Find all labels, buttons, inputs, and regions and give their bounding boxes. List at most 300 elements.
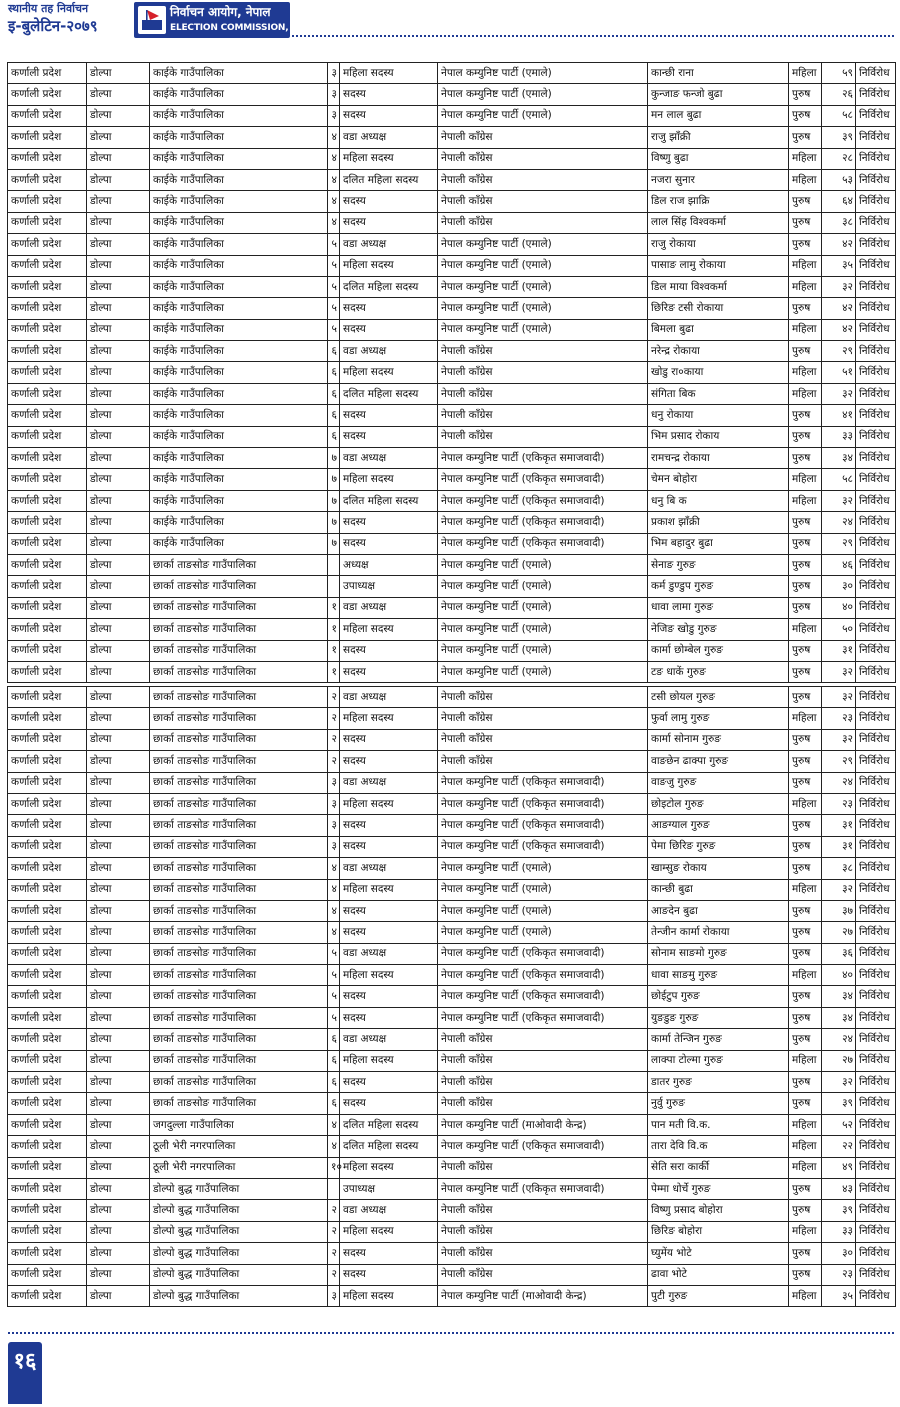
status-cell: निर्विरोध [856,84,896,105]
district-cell: डोल्पा [87,1072,150,1093]
post-cell: वडा अध्यक्ष [340,943,438,964]
candidate-name-cell: सोनाम साङमो गुरुङ [648,943,789,964]
party-cell: नेपाली काँग्रेस [438,1093,648,1114]
gender-cell: महिला [789,169,822,190]
status-cell: निर्विरोध [856,533,896,554]
province-cell: कर्णाली प्रदेश [8,341,87,362]
ward-cell: ४ [328,169,340,190]
local-level-cell: छार्का ताङसोङ गाउँपालिका [150,772,328,793]
table-row [8,1200,896,1221]
age-cell: ३२ [822,490,856,511]
gender-cell: पुरुष [789,751,822,772]
district-cell: डोल्पा [87,234,150,255]
candidate-name-cell: डिल राज झाक्रि [648,191,789,212]
ward-cell: ५ [328,986,340,1007]
status-cell: निर्विरोध [856,105,896,126]
candidate-name-cell: मन लाल बुढा [648,105,789,126]
ward-cell: ७ [328,469,340,490]
candidate-name-cell: नजरा सुनार [648,169,789,190]
status-cell: निर्विरोध [856,490,896,511]
province-cell: कर्णाली प्रदेश [8,1264,87,1285]
gender-cell: पुरुष [789,661,822,682]
district-cell: डोल्पा [87,383,150,404]
district-cell: डोल्पा [87,127,150,148]
district-cell: डोल्पा [87,1243,150,1264]
province-cell: कर्णाली प्रदेश [8,448,87,469]
table-row [8,1029,896,1050]
status-cell: निर्विरोध [856,469,896,490]
district-cell: डोल्पा [87,490,150,511]
table-row [8,858,896,879]
age-cell: ३२ [822,879,856,900]
province-cell: कर्णाली प्रदेश [8,1157,87,1178]
candidate-name-cell: चेमन बोहोरा [648,469,789,490]
table-row [8,426,896,447]
candidate-name-cell: धावा साङमु गुरुङ [648,965,789,986]
post-cell: महिला सदस्य [340,1221,438,1242]
gender-cell: पुरुष [789,512,822,533]
table-row [8,383,896,404]
age-cell: ५८ [822,469,856,490]
ward-cell: १ [328,597,340,618]
post-cell: सदस्य [340,1072,438,1093]
party-cell: नेपाली काँग्रेस [438,148,648,169]
table-row [8,341,896,362]
province-cell: कर्णाली प्रदेश [8,469,87,490]
local-level-cell: डोल्पो बुद्ध गाउँपालिका [150,1200,328,1221]
post-cell: वडा अध्यक्ष [340,127,438,148]
party-cell: नेपाली काँग्रेस [438,751,648,772]
ward-cell: ६ [328,1050,340,1071]
post-cell: सदस्य [340,1243,438,1264]
candidate-name-cell: धनु रोकाया [648,405,789,426]
party-cell: नेपाली काँग्रेस [438,1157,648,1178]
district-cell: डोल्पा [87,858,150,879]
table-row [8,533,896,554]
gender-cell: महिला [789,276,822,297]
post-cell: सदस्य [340,298,438,319]
province-cell: कर्णाली प्रदेश [8,1093,87,1114]
post-cell: वडा अध्यक्ष [340,858,438,879]
candidate-name-cell: घ्युमेंय भोटे [648,1243,789,1264]
local-level-cell: छार्का ताङसोङ गाउँपालिका [150,793,328,814]
district-cell: डोल्पा [87,576,150,597]
candidate-name-cell: विष्णु प्रसाद बोहोरा [648,1200,789,1221]
age-cell: ३२ [822,687,856,708]
ward-cell: ५ [328,276,340,297]
post-cell: सदस्य [340,900,438,921]
local-level-cell: काईके गाउँपालिका [150,448,328,469]
post-cell: दलित महिला सदस्य [340,1136,438,1157]
table-row [8,298,896,319]
ward-cell: २ [328,1264,340,1285]
gender-cell: पुरुष [789,341,822,362]
ward-cell: १ [328,661,340,682]
party-cell: नेपाल कम्युनिष्ट पार्टी (माओवादी केन्द्र) [438,1114,648,1135]
candidate-name-cell: तेन्जीन कार्मा रोकाया [648,922,789,943]
ward-cell: ३ [328,836,340,857]
candidate-name-cell: लाक्पा टोल्मा गुरुङ [648,1050,789,1071]
post-cell: सदस्य [340,212,438,233]
post-cell: वडा अध्यक्ष [340,597,438,618]
party-cell: नेपाली काँग्रेस [438,341,648,362]
ward-cell: ५ [328,1007,340,1028]
post-cell: वडा अध्यक्ष [340,687,438,708]
age-cell: २४ [822,512,856,533]
post-cell: सदस्य [340,815,438,836]
province-cell: कर्णाली प्रदेश [8,619,87,640]
ward-cell: ७ [328,448,340,469]
table-row [8,687,896,708]
province-cell: कर्णाली प्रदेश [8,426,87,447]
post-cell: सदस्य [340,191,438,212]
province-cell: कर्णाली प्रदेश [8,127,87,148]
candidate-name-cell: डातर गुरुङ [648,1072,789,1093]
party-cell: नेपाल कम्युनिष्ट पार्टी (एमाले) [438,84,648,105]
district-cell: डोल्पा [87,405,150,426]
table-row [8,84,896,105]
post-cell: महिला सदस्य [340,1157,438,1178]
province-cell: कर्णाली प्रदेश [8,900,87,921]
post-cell: वडा अध्यक्ष [340,234,438,255]
gender-cell: पुरुष [789,900,822,921]
local-level-cell: छार्का ताङसोङ गाउँपालिका [150,815,328,836]
district-cell: डोल्पा [87,255,150,276]
candidate-name-cell: राजु झाँक्री [648,127,789,148]
ward-cell [328,576,340,597]
table-row [8,276,896,297]
party-cell: नेपाली काँग्रेस [438,1029,648,1050]
gender-cell: पुरुष [789,640,822,661]
table-row [8,255,896,276]
age-cell: ४० [822,965,856,986]
status-cell: निर्विरोध [856,729,896,750]
age-cell: ५८ [822,105,856,126]
local-level-cell: छार्का ताङसोङ गाउँपालिका [150,965,328,986]
district-cell: डोल्पा [87,640,150,661]
ward-cell: ६ [328,426,340,447]
province-cell: कर्णाली प्रदेश [8,276,87,297]
ward-cell: ४ [328,879,340,900]
bulletin-title-block [8,2,133,36]
table-row [8,922,896,943]
ward-cell: ७ [328,512,340,533]
table-row [8,405,896,426]
party-cell: नेपाल कम्युनिष्ट पार्टी (एमाले) [438,640,648,661]
post-cell: दलित महिला सदस्य [340,383,438,404]
status-cell: निर्विरोध [856,426,896,447]
party-cell: नेपाली काँग्रेस [438,169,648,190]
gender-cell: पुरुष [789,84,822,105]
province-cell: कर्णाली प्रदेश [8,965,87,986]
ward-cell: २ [328,708,340,729]
local-level-cell: छार्का ताङसोङ गाउँपालिका [150,1093,328,1114]
province-cell: कर्णाली प्रदेश [8,383,87,404]
status-cell: निर्विरोध [856,1029,896,1050]
party-cell: नेपाल कम्युनिष्ट पार्टी (एकिकृत समाजवादी) [438,512,648,533]
status-cell: निर्विरोध [856,255,896,276]
province-cell: कर्णाली प्रदेश [8,1029,87,1050]
post-cell: महिला सदस्य [340,965,438,986]
local-level-cell: काईके गाउँपालिका [150,426,328,447]
candidate-name-cell: पेमा छिरिङ गुरुङ [648,836,789,857]
status-cell: निर्विरोध [856,276,896,297]
candidate-name-cell: भिम बहादुर बुढा [648,533,789,554]
candidate-name-cell: कान्छी राना [648,63,789,84]
ward-cell [328,554,340,575]
age-cell: ३२ [822,661,856,682]
gender-cell: पुरुष [789,127,822,148]
status-cell: निर्विरोध [856,169,896,190]
table-row [8,105,896,126]
status-cell: निर्विरोध [856,1136,896,1157]
candidate-name-cell: पेम्मा धोर्चे गुरुङ [648,1178,789,1199]
ward-cell: ३ [328,815,340,836]
district-cell: डोल्पा [87,1093,150,1114]
status-cell: निर्विरोध [856,512,896,533]
gender-cell: महिला [789,793,822,814]
gender-cell: पुरुष [789,986,822,1007]
province-cell: कर्णाली प्रदेश [8,815,87,836]
status-cell: निर्विरोध [856,751,896,772]
status-cell: निर्विरोध [856,448,896,469]
results-table-2 [7,686,896,1307]
post-cell: महिला सदस्य [340,708,438,729]
gender-cell: पुरुष [789,1007,822,1028]
table-row [8,836,896,857]
candidate-name-cell: टङ धाकें गुरुङ [648,661,789,682]
gender-cell: पुरुष [789,426,822,447]
party-cell: नेपाल कम्युनिष्ट पार्टी (एमाले) [438,597,648,618]
local-level-cell: काईके गाउँपालिका [150,533,328,554]
age-cell: २४ [822,772,856,793]
candidate-name-cell: विष्णु बुढा [648,148,789,169]
status-cell: निर्विरोध [856,148,896,169]
district-cell: डोल्पा [87,469,150,490]
age-cell: ४२ [822,234,856,255]
candidate-name-cell: रामचन्द्र रोकाया [648,448,789,469]
province-cell: कर्णाली प्रदेश [8,1136,87,1157]
province-cell: कर्णाली प्रदेश [8,362,87,383]
post-cell: सदस्य [340,836,438,857]
province-cell: कर्णाली प्रदेश [8,105,87,126]
province-cell: कर्णाली प्रदेश [8,533,87,554]
post-cell: सदस्य [340,319,438,340]
party-cell: नेपाली काँग्रेस [438,708,648,729]
district-cell: डोल्पा [87,554,150,575]
table-row [8,1093,896,1114]
district-cell: डोल्पा [87,729,150,750]
age-cell: ३० [822,1243,856,1264]
status-cell: निर्विरोध [856,815,896,836]
candidate-name-cell: धावा लामा गुरुङ [648,597,789,618]
candidate-name-cell: राजु रोकाया [648,234,789,255]
ward-cell: ५ [328,943,340,964]
ward-cell: ३ [328,793,340,814]
party-cell: नेपाल कम्युनिष्ट पार्टी (एमाले) [438,879,648,900]
province-cell: कर्णाली प्रदेश [8,836,87,857]
status-cell: निर्विरोध [856,1285,896,1306]
gender-cell: महिला [789,1114,822,1135]
post-cell: दलित महिला सदस्य [340,169,438,190]
table-row [8,708,896,729]
party-cell: नेपाली काँग्रेस [438,383,648,404]
ward-cell: ४ [328,212,340,233]
province-cell: कर्णाली प्रदेश [8,576,87,597]
local-level-cell: छार्का ताङसोङ गाउँपालिका [150,751,328,772]
party-cell: नेपाल कम्युनिष्ट पार्टी (एमाले) [438,576,648,597]
post-cell: सदस्य [340,986,438,1007]
table-row [8,1243,896,1264]
candidate-name-cell: कुन्जाङ फन्जो बुढा [648,84,789,105]
local-level-cell: छार्का ताङसोङ गाउँपालिका [150,640,328,661]
age-cell: २६ [822,84,856,105]
province-cell: कर्णाली प्रदेश [8,793,87,814]
local-level-cell: काईके गाउँपालिका [150,63,328,84]
local-level-cell: डोल्पो बुद्ध गाउँपालिका [150,1178,328,1199]
table-row [8,169,896,190]
table-row [8,1264,896,1285]
party-cell: नेपाल कम्युनिष्ट पार्टी (एकिकृत समाजवादी) [438,793,648,814]
table-row [8,63,896,84]
status-cell: निर्विरोध [856,1050,896,1071]
status-cell: निर्विरोध [856,212,896,233]
province-cell: कर्णाली प्रदेश [8,640,87,661]
ward-cell: ७ [328,490,340,511]
candidate-name-cell: प्रकाश झाँक्री [648,512,789,533]
ward-cell: ६ [328,405,340,426]
candidate-name-cell: पान मती वि.क. [648,1114,789,1135]
gender-cell: पुरुष [789,943,822,964]
province-cell: कर्णाली प्रदेश [8,1007,87,1028]
table-row [8,212,896,233]
age-cell: ३९ [822,1200,856,1221]
age-cell: २२ [822,1136,856,1157]
post-cell: सदस्य [340,661,438,682]
candidate-name-cell: छिरिङ बोहोरा [648,1221,789,1242]
local-level-cell: छार्का ताङसोङ गाउँपालिका [150,1050,328,1071]
district-cell: डोल्पा [87,900,150,921]
status-cell: निर्विरोध [856,687,896,708]
status-cell: निर्विरोध [856,576,896,597]
candidate-name-cell: पासाङ लामु रोकाया [648,255,789,276]
age-cell: ४२ [822,298,856,319]
age-cell: ३१ [822,640,856,661]
district-cell: डोल्पा [87,1285,150,1306]
status-cell: निर्विरोध [856,341,896,362]
district-cell: डोल्पा [87,1264,150,1285]
table-row [8,127,896,148]
candidate-name-cell: छिरिङ टसी रोकाया [648,298,789,319]
local-level-cell: ठूली भेरी नगरपालिका [150,1157,328,1178]
local-level-cell: छार्का ताङसोङ गाउँपालिका [150,1007,328,1028]
province-cell: कर्णाली प्रदेश [8,298,87,319]
local-level-cell: काईके गाउँपालिका [150,276,328,297]
post-cell: महिला सदस्य [340,619,438,640]
candidate-name-cell: टसी छोयल गुरुङ [648,687,789,708]
gender-cell: पुरुष [789,234,822,255]
post-cell: उपाध्यक्ष [340,1178,438,1199]
age-cell: ४१ [822,405,856,426]
local-level-cell: काईके गाउँपालिका [150,255,328,276]
candidate-name-cell: आङदेन बुढा [648,900,789,921]
party-cell: नेपाल कम्युनिष्ट पार्टी (एकिकृत समाजवादी) [438,815,648,836]
candidate-name-cell: ढावा भोटे [648,1264,789,1285]
ward-cell: ४ [328,148,340,169]
ward-cell [328,1178,340,1199]
party-cell: नेपाल कम्युनिष्ट पार्टी (एमाले) [438,255,648,276]
local-level-cell: काईके गाउँपालिका [150,148,328,169]
gender-cell: पुरुष [789,448,822,469]
post-cell: सदस्य [340,512,438,533]
district-cell: डोल्पा [87,105,150,126]
local-level-cell: छार्का ताङसोङ गाउँपालिका [150,661,328,682]
local-level-cell: काईके गाउँपालिका [150,191,328,212]
district-cell: डोल्पा [87,1178,150,1199]
post-cell: महिला सदस्य [340,1285,438,1306]
party-cell: नेपाली काँग्रेस [438,687,648,708]
local-level-cell: काईके गाउँपालिका [150,341,328,362]
local-level-cell: डोल्पो बुद्ध गाउँपालिका [150,1285,328,1306]
district-cell: डोल्पा [87,1029,150,1050]
province-cell: कर्णाली प्रदेश [8,191,87,212]
status-cell: निर्विरोध [856,1157,896,1178]
gender-cell: महिला [789,1136,822,1157]
post-cell: वडा अध्यक्ष [340,1200,438,1221]
ward-cell: ४ [328,922,340,943]
party-cell: नेपाली काँग्रेस [438,1221,648,1242]
status-cell: निर्विरोध [856,661,896,682]
district-cell: डोल्पा [87,879,150,900]
age-cell: ३९ [822,1093,856,1114]
party-cell: नेपाल कम्युनिष्ट पार्टी (एकिकृत समाजवादी) [438,836,648,857]
age-cell: २३ [822,1264,856,1285]
province-cell: कर्णाली प्रदेश [8,943,87,964]
footer-divider [8,1332,894,1334]
district-cell: डोल्पा [87,63,150,84]
age-cell: ५३ [822,169,856,190]
status-cell: निर्विरोध [856,708,896,729]
party-cell: नेपाली काँग्रेस [438,426,648,447]
province-cell: कर्णाली प्रदेश [8,661,87,682]
party-cell: नेपाली काँग्रेस [438,212,648,233]
post-cell: महिला सदस्य [340,255,438,276]
candidate-name-cell: भिम प्रसाद रोकाय [648,426,789,447]
district-cell: डोल्पा [87,943,150,964]
party-cell: नेपाल कम्युनिष्ट पार्टी (एमाले) [438,922,648,943]
local-level-cell: छार्का ताङसोङ गाउँपालिका [150,597,328,618]
table-row [8,815,896,836]
gender-cell: महिला [789,255,822,276]
district-cell: डोल्पा [87,148,150,169]
candidate-name-cell: नरेन्द्र रोकाया [648,341,789,362]
election-commission-logo [134,2,323,38]
candidate-name-cell: बिमला बुढा [648,319,789,340]
age-cell: ३६ [822,943,856,964]
post-cell: सदस्य [340,1007,438,1028]
gender-cell: पुरुष [789,1029,822,1050]
table-row [8,943,896,964]
age-cell: ५१ [822,362,856,383]
ward-cell: २ [328,1243,340,1264]
gender-cell: पुरुष [789,298,822,319]
gender-cell: पुरुष [789,922,822,943]
post-cell: सदस्य [340,84,438,105]
candidate-name-cell: डिल माया विश्वकर्मा [648,276,789,297]
post-cell: वडा अध्यक्ष [340,1029,438,1050]
province-cell: कर्णाली प्रदेश [8,1221,87,1242]
province-cell: कर्णाली प्रदेश [8,169,87,190]
